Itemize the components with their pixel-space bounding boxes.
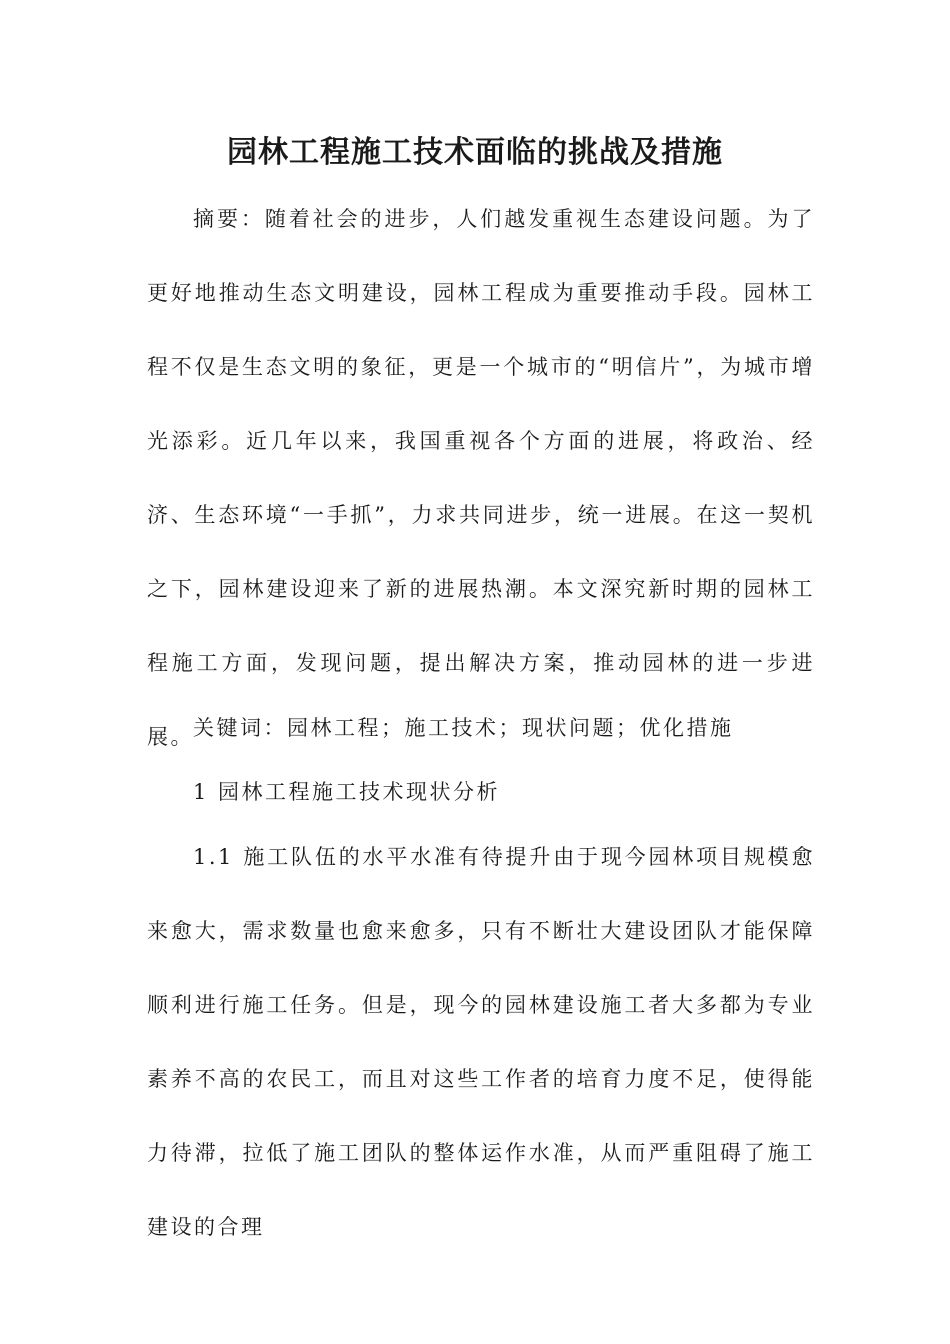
section-paragraph: 1.1 施工队伍的水平水准有待提升由于现今园林项目规模愈来愈大，需求数量也愈来愈多，只有不断壮大建设团队才能保障顺利进行施工任务。但是，现今的园林建设施工者大多都为专业素养不高的农民工，而且对这些工作者的培育力度不足，使得能力待滞，拉低了施工团队的整体运作水准，从而严重阻碍了施工建设的合理 <box>147 845 815 1239</box>
document-title: 园林工程施工技术面临的挑战及措施 <box>227 135 723 170</box>
section-heading: 1 园林工程施工技术现状分析 <box>193 780 501 804</box>
keywords-line: 关键词：园林工程；施工技术；现状问题；优化措施 <box>193 716 734 740</box>
abstract-paragraph: 摘要：随着社会的进步，人们越发重视生态建设问题。为了更好地推动生态文明建设，园林工程成为重要推动手段。园林工程不仅是生态文明的象征，更是一个城市的“明信片”，为城市增光添彩。近几年以来，我国重视各个方面的进展，将政治、经济、生态环境“一手抓”，力求共同进步，统一进展。在这一契机之下，园林建设迎来了新的进展热潮。本文深究新时期的园林工程施工方面，发现问题，提出解决方案，推动园林的进一步进展。 <box>147 207 815 749</box>
